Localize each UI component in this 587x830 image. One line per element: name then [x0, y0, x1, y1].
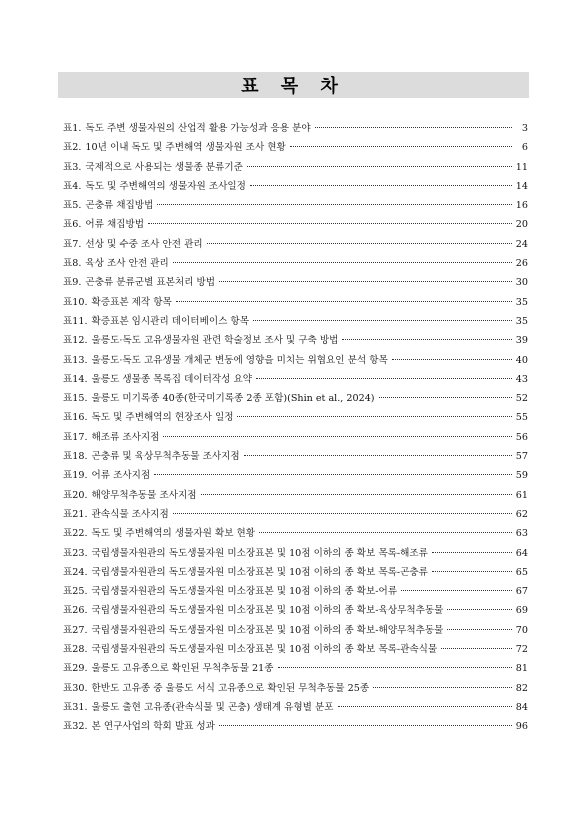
toc-entry-title: 한반도 고유종 중 울릉도 서식 고유종으로 확인된 무척추동물 25종: [91, 682, 370, 694]
toc-entry-label: [63, 293, 172, 312]
toc-entry-title: 육상 조사 안전 관리: [85, 258, 169, 270]
toc-entry-page-number: 82: [515, 682, 528, 694]
toc-entry[interactable]: [63, 254, 528, 273]
page-title: 표 목 차: [241, 76, 346, 97]
dot-leader: [237, 416, 511, 417]
toc-entry[interactable]: [63, 370, 528, 389]
dot-leader: [173, 262, 512, 263]
toc-entry-number: 표30.: [63, 682, 88, 694]
toc-entry-number: 표26.: [63, 605, 88, 617]
toc-entry-label: [63, 640, 437, 659]
toc-entry-number: 표31.: [63, 701, 88, 713]
toc-entry-page-number: 62: [515, 508, 528, 520]
toc-entry-number: 표23.: [63, 547, 88, 559]
toc-title-bar: [58, 72, 529, 98]
toc-entry-page-number: 14: [515, 180, 528, 192]
toc-entry[interactable]: [63, 138, 528, 157]
toc-entry-page-number: 30: [515, 277, 528, 289]
toc-entry-title: 울릉도 출현 고유종(관속식물 및 곤충) 생태계 유형별 분포: [91, 701, 334, 713]
dot-leader: [447, 609, 511, 610]
toc-entry-title: 해양무척추동물 조사지점: [91, 489, 197, 501]
toc-entry[interactable]: [63, 408, 528, 427]
toc-entry-page-number: 52: [515, 393, 528, 405]
toc-entry-page-number: 72: [515, 644, 528, 656]
toc-entry-label: [63, 717, 215, 736]
toc-entry-number: 표8.: [63, 258, 82, 270]
dot-leader: [315, 127, 512, 128]
dot-leader: [207, 243, 512, 244]
toc-entry-label: [63, 351, 388, 370]
dot-leader: [219, 281, 512, 282]
toc-entry-label: [63, 698, 334, 717]
toc-entry-label: [63, 273, 215, 292]
toc-entry-page-number: 3: [521, 123, 528, 134]
toc-entry-page-number: 70: [515, 624, 528, 636]
dot-leader: [148, 223, 512, 224]
toc-entry-label: [63, 563, 428, 582]
toc-entry[interactable]: [63, 466, 528, 485]
toc-entry-label: [63, 215, 144, 234]
toc-entry-title: 국립생물자원관의 독도생물자원 미소장표본 및 10점 이하의 종 확보-육상무척추동물: [91, 605, 444, 617]
toc-entry-page-number: 81: [515, 663, 528, 675]
toc-entry-page-number: 35: [515, 315, 528, 327]
toc-entry[interactable]: [63, 331, 528, 350]
toc-entry[interactable]: [63, 119, 528, 138]
toc-entry-number: 표9.: [63, 277, 82, 289]
toc-entry-title: 관속식물 조사지점: [91, 508, 169, 520]
dot-leader: [342, 339, 511, 340]
dot-leader: [373, 687, 512, 688]
toc-entry-label: [63, 447, 240, 466]
toc-entry-title: 독도 및 주변해역의 생물자원 조사일정: [85, 180, 246, 192]
toc-entry-page-number: 40: [515, 354, 528, 366]
dot-leader: [244, 455, 512, 456]
toc-entry-number: 표18.: [63, 451, 88, 463]
dot-leader: [432, 571, 512, 572]
dot-leader: [201, 494, 512, 495]
toc-entry-label: [63, 486, 197, 505]
toc-entry-page-number: 59: [515, 470, 528, 482]
toc-entry-title: 곤충류 및 육상무척추동물 조사지점: [91, 451, 240, 463]
dot-leader: [447, 629, 511, 630]
toc-entry[interactable]: [63, 312, 528, 331]
dot-leader: [247, 166, 512, 167]
toc-entry-title: 울릉도 고유종으로 확인된 무척추동물 21종: [91, 663, 274, 675]
toc-entry[interactable]: [63, 235, 528, 254]
toc-entry-number: 표2.: [63, 142, 82, 154]
toc-entry-number: 표6.: [63, 219, 82, 231]
toc-entry-label: [63, 505, 169, 524]
toc-entry-title: 독도 및 주변해역의 현장조사 일정: [91, 412, 234, 424]
toc-entry-title: 해조류 조사지점: [91, 431, 160, 443]
toc-entry-page-number: 69: [515, 605, 528, 617]
toc-entry[interactable]: [63, 563, 528, 582]
toc-entry-label: [63, 389, 375, 408]
toc-entry-number: 표17.: [63, 431, 88, 443]
toc-entry-title: 확증표본 임시관리 데이터베이스 항목: [91, 315, 249, 327]
toc-entry-label: [63, 601, 443, 620]
dot-leader: [250, 185, 512, 186]
toc-entry-label: [63, 544, 428, 563]
toc-entry-title: 국제적으로 사용되는 생물종 분류기준: [85, 161, 243, 173]
toc-entry-label: [63, 370, 252, 389]
toc-entry[interactable]: [63, 158, 528, 177]
dot-leader: [401, 590, 512, 591]
toc-entry-title: 국립생물자원관의 독도생물자원 미소장표본 및 10점 이하의 종 확보 목록-해조류: [91, 547, 428, 559]
toc-entry-page-number: 20: [515, 219, 528, 231]
toc-entry-label: [63, 428, 159, 447]
toc-entry-page-number: 96: [515, 721, 528, 733]
toc-entry-label: [63, 408, 233, 427]
toc-entry-title: 국립생물자원관의 독도생물자원 미소장표본 및 10점 이하의 종 확보-어류: [91, 586, 398, 598]
toc-entry-title: 울릉도 생물종 목록집 데이터작성 요약: [91, 373, 253, 385]
toc-entry-number: 표11.: [63, 315, 88, 327]
toc-entry-label: [63, 524, 255, 543]
toc-entry-page-number: 11: [515, 161, 528, 173]
toc-entry-label: [63, 621, 443, 640]
toc-entry-label: [63, 119, 311, 138]
toc-entry[interactable]: [63, 428, 528, 447]
toc-entry-page-number: 57: [515, 451, 528, 463]
toc-entry[interactable]: [63, 640, 528, 659]
toc-entry-number: 표4.: [63, 180, 82, 192]
toc-entry-title: 울릉도 미기록종 40종(한국미기록종 2종 포함)(Shin et al., 2024): [91, 393, 375, 405]
toc-entry-title: 울릉도·독도 고유생물자원 관련 학술정보 조사 및 구축 방법: [91, 335, 339, 347]
toc-entry-title: 어류 채집방법: [85, 219, 145, 231]
toc-entry-number: 표10.: [63, 296, 88, 308]
toc-entry-page-number: 84: [515, 701, 528, 713]
dot-leader: [173, 513, 512, 514]
toc-entry[interactable]: [63, 389, 528, 408]
toc-entry-number: 표13.: [63, 354, 88, 366]
toc-entry-page-number: 55: [515, 412, 528, 424]
toc-entry-number: 표14.: [63, 373, 88, 385]
toc-entry-title: 어류 조사지점: [91, 470, 151, 482]
toc-entry-label: [63, 582, 397, 601]
toc-entry-label: [63, 196, 153, 215]
toc-entry-label: [63, 177, 246, 196]
toc-entry-label: [63, 254, 169, 273]
toc-entry-label: [63, 158, 243, 177]
toc-entry-title: 국립생물자원관의 독도생물자원 미소장표본 및 10점 이하의 종 확보-해양무척추동물: [91, 624, 444, 636]
toc-entry-title: 곤충류 분류군별 표본처리 방법: [85, 277, 216, 289]
toc-entry[interactable]: [63, 177, 528, 196]
toc-entry-title: 독도 주변 생물자원의 산업적 활용 가능성과 응용 분야: [85, 123, 311, 134]
dot-leader: [432, 552, 512, 553]
toc-entry-number: 표20.: [63, 489, 88, 501]
toc-entry-page-number: 56: [515, 431, 528, 443]
toc-entry-number: 표3.: [63, 161, 82, 173]
toc-entry-title: 확증표본 제작 항목: [91, 296, 172, 308]
toc-entry-label: [63, 138, 286, 157]
toc-entry-page-number: 35: [515, 296, 528, 308]
toc-entry[interactable]: [63, 621, 528, 640]
toc-entry[interactable]: [63, 717, 528, 736]
toc-entry-title: 국립생물자원관의 독도생물자원 미소장표본 및 10점 이하의 종 확보 목록-곤충류: [91, 566, 428, 578]
toc-entry-number: 표12.: [63, 335, 88, 347]
toc-entry-number: 표16.: [63, 412, 88, 424]
toc-entry-page-number: 24: [515, 238, 528, 250]
toc-entry[interactable]: [63, 447, 528, 466]
dot-leader: [157, 204, 511, 205]
dot-leader: [379, 397, 512, 398]
toc-entry[interactable]: [63, 544, 528, 563]
dot-leader: [441, 648, 512, 649]
dot-leader: [278, 667, 512, 668]
toc-entry-page-number: 63: [515, 528, 528, 540]
toc-entry-title: 울릉도·독도 고유생물 개체군 변동에 영향을 미치는 위협요인 분석 항목: [91, 354, 388, 366]
toc-entry[interactable]: [63, 486, 528, 505]
dot-leader: [154, 474, 512, 475]
toc-entry-label: [63, 466, 150, 485]
toc-entry-page-number: 6: [521, 142, 528, 154]
dot-leader: [338, 706, 512, 707]
toc-entry-number: 표27.: [63, 624, 88, 636]
toc-entry-page-number: 64: [515, 547, 528, 559]
dot-leader: [392, 359, 512, 360]
toc-entry-label: [63, 331, 338, 350]
toc-entry[interactable]: [63, 215, 528, 234]
toc-entry[interactable]: [63, 505, 528, 524]
toc-entry-number: 표28.: [63, 644, 88, 656]
toc-entry-page-number: 67: [515, 586, 528, 598]
toc-entry[interactable]: [63, 273, 528, 292]
dot-leader: [163, 436, 511, 437]
toc-entry-number: 표22.: [63, 528, 88, 540]
toc-entry[interactable]: [63, 679, 528, 698]
toc-entry-number: 표19.: [63, 470, 88, 482]
dot-leader: [256, 378, 512, 379]
toc-entry-page-number: 26: [515, 258, 528, 270]
toc-entry-label: [63, 659, 274, 678]
dot-leader: [219, 725, 512, 726]
toc-entry-number: 표32.: [63, 721, 88, 733]
toc-entry[interactable]: [63, 196, 528, 215]
dot-leader: [176, 301, 512, 302]
dot-leader: [290, 146, 512, 147]
toc-entry-number: 표25.: [63, 586, 88, 598]
toc-entry-label: [63, 312, 249, 331]
toc-entry[interactable]: [63, 524, 528, 543]
toc-entry-title: 국립생물자원관의 독도생물자원 미소장표본 및 10점 이하의 종 확보 목록-관속식물: [91, 644, 438, 656]
dot-leader: [259, 532, 512, 533]
toc-entry-title: 본 연구사업의 학회 발표 성과: [91, 721, 215, 733]
toc-entry[interactable]: [63, 601, 528, 620]
toc-entry-page-number: 43: [515, 373, 528, 385]
table-of-tables-list: [63, 119, 528, 737]
toc-entry-number: 표5.: [63, 200, 82, 212]
toc-entry-title: 곤충류 채집방법: [85, 200, 154, 212]
toc-entry-page-number: 61: [515, 489, 528, 501]
toc-entry-number: 표7.: [63, 238, 82, 250]
toc-entry-title: 선상 및 수중 조사 안전 관리: [85, 238, 203, 250]
toc-entry-page-number: 65: [515, 566, 528, 578]
toc-entry[interactable]: [63, 293, 528, 312]
toc-entry-page-number: 39: [515, 335, 528, 347]
toc-entry[interactable]: [63, 351, 528, 370]
toc-entry-number: 표24.: [63, 566, 88, 578]
toc-entry[interactable]: [63, 698, 528, 717]
toc-entry-label: [63, 679, 369, 698]
toc-entry-title: 독도 및 주변해역의 생물자원 확보 현황: [91, 528, 256, 540]
toc-entry-number: 표21.: [63, 508, 88, 520]
toc-entry[interactable]: [63, 582, 528, 601]
toc-entry-page-number: 16: [515, 200, 528, 212]
dot-leader: [253, 320, 512, 321]
toc-entry-number: 표1.: [63, 123, 82, 134]
toc-entry-number: 표29.: [63, 663, 88, 675]
toc-entry-label: [63, 235, 203, 254]
toc-entry[interactable]: [63, 659, 528, 678]
toc-entry-title: 10년 이내 독도 및 주변해역 생물자원 조사 현황: [85, 142, 286, 154]
toc-entry-number: 표15.: [63, 393, 88, 405]
